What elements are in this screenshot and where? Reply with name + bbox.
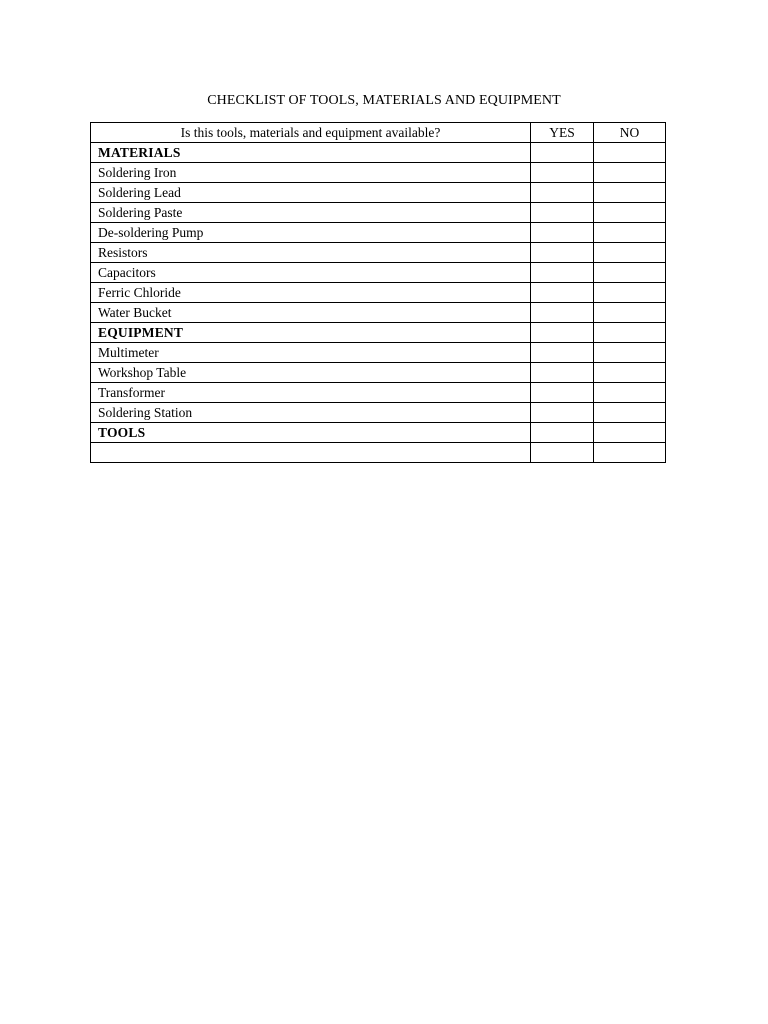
yes-check-cell[interactable] (531, 183, 594, 203)
header-no: NO (594, 123, 666, 143)
yes-check-cell[interactable] (531, 343, 594, 363)
no-check-cell[interactable] (594, 263, 666, 283)
section-row-equipment (91, 323, 666, 343)
header-item: Is this tools, materials and equipment available? (91, 123, 531, 143)
yes-check-cell[interactable] (531, 163, 594, 183)
no-check-cell[interactable] (594, 443, 666, 463)
table-row (91, 203, 666, 223)
header-yes: YES (531, 123, 594, 143)
item-label: Soldering Iron (91, 163, 531, 183)
table-row (91, 223, 666, 243)
item-label (91, 443, 531, 463)
table-row (91, 163, 666, 183)
yes-check-cell[interactable] (531, 363, 594, 383)
page-title: CHECKLIST OF TOOLS, MATERIALS AND EQUIPMENT (207, 93, 561, 108)
no-check-cell[interactable] (594, 223, 666, 243)
checklist-body (91, 143, 666, 463)
section-heading-equipment: EQUIPMENT (91, 323, 531, 343)
no-check-cell[interactable] (594, 183, 666, 203)
item-label: Water Bucket (91, 303, 531, 323)
no-check-cell[interactable] (594, 403, 666, 423)
item-label: Soldering Station (91, 403, 531, 423)
item-label: Capacitors (91, 263, 531, 283)
section-no-cell (594, 423, 666, 443)
no-check-cell[interactable] (594, 163, 666, 183)
section-heading-materials: MATERIALS (91, 143, 531, 163)
item-label: Soldering Lead (91, 183, 531, 203)
table-row (91, 383, 666, 403)
item-label: De-soldering Pump (91, 223, 531, 243)
no-check-cell[interactable] (594, 243, 666, 263)
item-label: Resistors (91, 243, 531, 263)
no-check-cell[interactable] (594, 203, 666, 223)
yes-check-cell[interactable] (531, 383, 594, 403)
table-row (91, 243, 666, 263)
section-heading-tools: TOOLS (91, 423, 531, 443)
section-no-cell (594, 323, 666, 343)
no-check-cell[interactable] (594, 343, 666, 363)
yes-check-cell[interactable] (531, 263, 594, 283)
no-check-cell[interactable] (594, 283, 666, 303)
table-row (91, 343, 666, 363)
table-row (91, 363, 666, 383)
yes-check-cell[interactable] (531, 243, 594, 263)
item-label: Multimeter (91, 343, 531, 363)
section-yes-cell (531, 423, 594, 443)
table-row (91, 303, 666, 323)
no-check-cell[interactable] (594, 303, 666, 323)
yes-check-cell[interactable] (531, 403, 594, 423)
section-yes-cell (531, 143, 594, 163)
item-label: Workshop Table (91, 363, 531, 383)
yes-check-cell[interactable] (531, 443, 594, 463)
table-row (91, 443, 666, 463)
header-row (91, 123, 666, 143)
table-row (91, 183, 666, 203)
no-check-cell[interactable] (594, 363, 666, 383)
section-row-materials (91, 143, 666, 163)
table-row (91, 263, 666, 283)
yes-check-cell[interactable] (531, 283, 594, 303)
checklist-table (90, 122, 666, 463)
item-label: Transformer (91, 383, 531, 403)
section-no-cell (594, 143, 666, 163)
no-check-cell[interactable] (594, 383, 666, 403)
item-label: Ferric Chloride (91, 283, 531, 303)
table-row (91, 283, 666, 303)
item-label: Soldering Paste (91, 203, 531, 223)
section-row-tools (91, 423, 666, 443)
yes-check-cell[interactable] (531, 203, 594, 223)
table-row (91, 403, 666, 423)
section-yes-cell (531, 323, 594, 343)
yes-check-cell[interactable] (531, 223, 594, 243)
yes-check-cell[interactable] (531, 303, 594, 323)
